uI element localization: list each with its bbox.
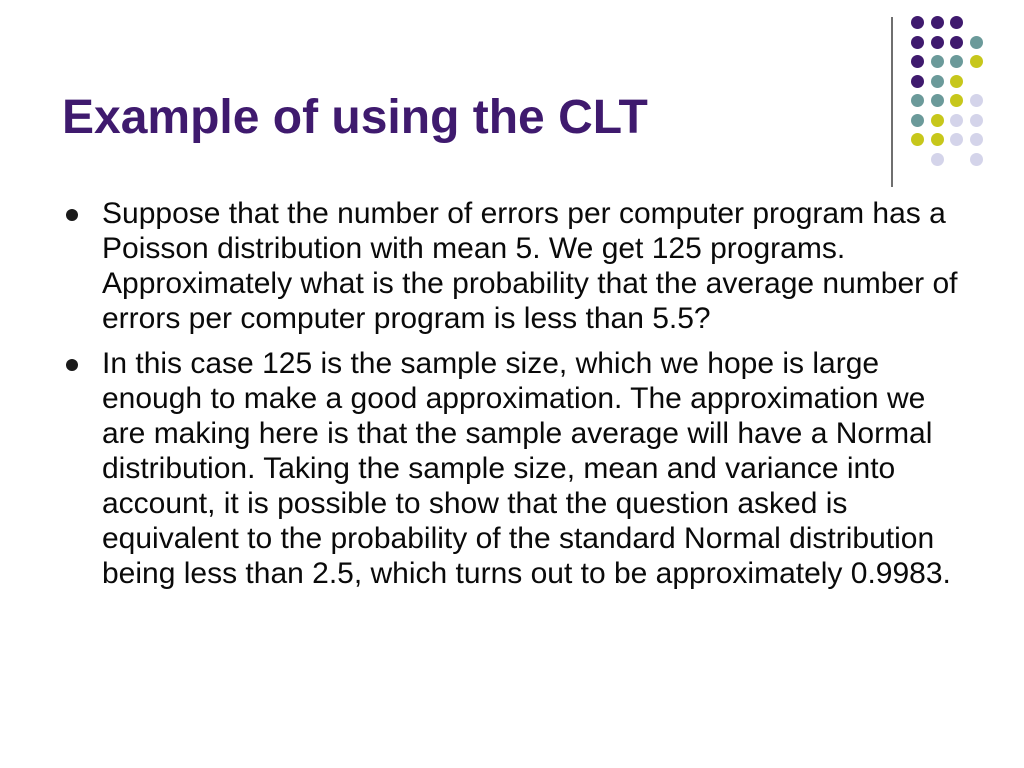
decorative-dot	[931, 133, 944, 146]
decorative-dot	[970, 55, 983, 68]
decorative-dot	[931, 36, 944, 49]
bullet-item	[62, 196, 972, 336]
decorative-dot	[950, 75, 963, 88]
bullet-text: Suppose that the number of errors per computer program has a Poisson distribution with mean 5. We get 125 programs. Approximately what is the probability that the average number of errors per computer program is less than 5.5?	[102, 197, 958, 335]
slide-title: Example of using the CLT	[62, 91, 648, 144]
decorative-dot	[950, 55, 963, 68]
decorative-dot	[931, 94, 944, 107]
decorative-dot	[970, 133, 983, 146]
decorative-dot	[931, 55, 944, 68]
bullet-dot-icon	[66, 359, 78, 371]
decorative-dot	[970, 114, 983, 127]
decorative-dot	[931, 114, 944, 127]
decorative-dot	[931, 16, 944, 29]
title-divider-line	[891, 17, 893, 187]
bullet-item	[62, 346, 972, 591]
decorative-dot	[911, 36, 924, 49]
decorative-dot	[911, 16, 924, 29]
decorative-dot	[911, 75, 924, 88]
bullet-text: In this case 125 is the sample size, which we hope is large enough to make a good approximation. The approximation we are making here is that the sample average will have a Normal distribution. Taking the sample size, mean and variance into account, it is possible to show that the question asked is equivalent to the probability of the standard Normal distribution being less than 2.5, which turns out to be approximately 0.9983.	[102, 347, 951, 590]
bullet-dot-icon	[66, 209, 78, 221]
decorative-dot	[950, 94, 963, 107]
bullet-list	[62, 196, 972, 601]
decorative-dot	[950, 133, 963, 146]
decorative-dot	[950, 36, 963, 49]
decorative-dot	[931, 153, 944, 166]
decorative-dot	[970, 153, 983, 166]
decorative-dot	[931, 75, 944, 88]
decorative-dot	[950, 114, 963, 127]
decorative-dot	[911, 114, 924, 127]
decorative-dot	[970, 36, 983, 49]
decorative-dot	[970, 94, 983, 107]
decorative-dot	[911, 94, 924, 107]
decorative-dot	[911, 133, 924, 146]
decorative-dot	[911, 55, 924, 68]
decorative-dot	[950, 16, 963, 29]
